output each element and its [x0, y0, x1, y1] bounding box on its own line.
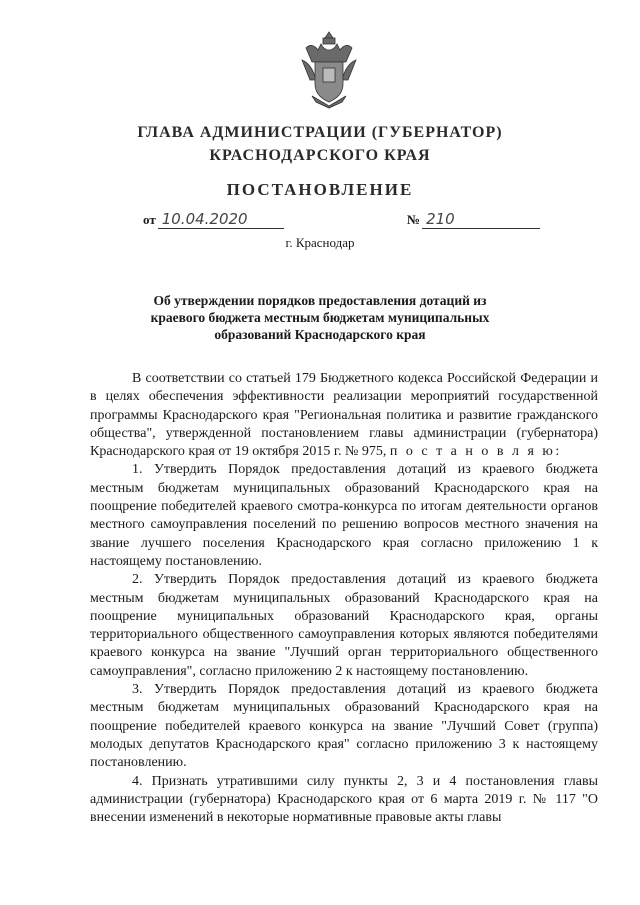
list-item: 2. Утвердить Порядок предоставления дотаций из краевого бюджета местным бюджетам муниципальных образований Краснодарского края на поощрение муниципальных образований Краснодарского края, органы территориального общественного самоуправления которых являются победителями краевого конкурса на звание "Лучший орган территориального общественного самоуправления", согласно приложению 2 к настоящему постановлению.: [90, 572, 598, 679]
date-value: 10.04.2020: [158, 210, 284, 229]
document-type: ПОСТАНОВЛЕНИЕ: [226, 180, 414, 199]
date-row: [143, 210, 284, 229]
intro-text: В соответствии со статьей 179 Бюджетного кодекса Российской Федерации и в целях обеспечения эффективности реализации мероприятий государственной программы Краснодарского края "Региональная политика и развитие гражданского общества", утвержденной постановлением главы администрации (губернатора) Краснодарского края от 19 октября 2015 г. № 975,: [90, 371, 598, 460]
document-subject: Об утверждении порядков предоставления дотаций из краевого бюджета местным бюджетам муниципальных образований Краснодарского края: [150, 293, 490, 342]
list-item: 4. Признать утратившими силу пункты 2, 3 и 4 постановления главы администрации (губернатора) Краснодарского края от 6 марта 2019 г. № 117 "О внесении изменений в некоторые нормативные правовые акты главы: [90, 773, 598, 826]
coat-of-arms-emblem-icon: [298, 30, 360, 110]
list-item: 1. Утвердить Порядок предоставления дотаций из краевого бюджета местным бюджетам муниципальных образований Краснодарского края на поощрение победителей краевого смотра-конкурса по итогам деятельности органов местного самоуправления поселений по решению вопросов местного значения на звание лучшего поселения Краснодарского края согласно приложению 1 к настоящему постановлению.: [90, 462, 598, 569]
document-body: [90, 370, 598, 827]
issuer-region: КРАСНОДАРСКОГО КРАЯ: [209, 147, 431, 164]
number-value: 210: [422, 210, 540, 229]
intro-paragraph: [90, 370, 598, 461]
city: г. Краснодар: [285, 235, 355, 250]
number-row: [407, 210, 540, 229]
date-label: от: [143, 212, 156, 227]
issuer-title: ГЛАВА АДМИНИСТРАЦИИ (ГУБЕРНАТОР): [137, 124, 503, 141]
intro-action: п о с т а н о в л я ю:: [389, 444, 562, 460]
number-label: №: [407, 212, 421, 227]
list-item: 3. Утвердить Порядок предоставления дотаций из краевого бюджета местным бюджетам муниципальных образований Краснодарского края на поощрение победителей краевого конкурса на звание "Лучший Совет (группа) молодых депутатов Краснодарского края" согласно приложению 3 к настоящему постановлению.: [90, 682, 598, 771]
